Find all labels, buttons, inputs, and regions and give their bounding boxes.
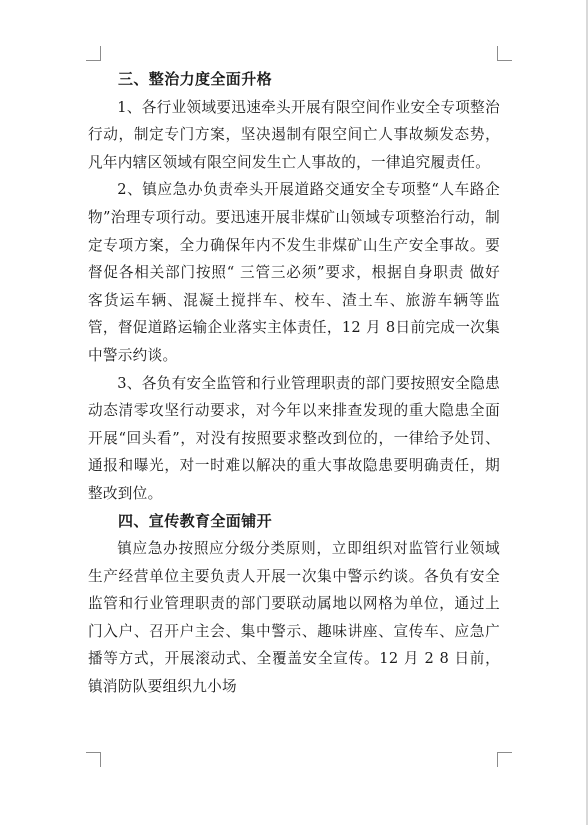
margin-marker-bottom-left (86, 752, 101, 767)
section-heading: 三、整治力度全面升格 (118, 70, 273, 88)
margin-marker-top-left (86, 46, 101, 61)
paragraph: 3、各负有安全监管和行业管理职责的部门要按照安全隐患动态清零攻坚行动要求，对今年以来排查发现的重大隐患全面开展“回头看”，对没有按照要求整改到位的，一律给予处罚、通报和曝光，对一时难以解决的重大事故隐患要明确责任，期整改到位。 (88, 374, 500, 502)
paragraph: 2、镇应急办负责牵头开展道路交通安全专项整“人车路企物”治理专项行动。要迅速开展非煤矿山领域专项整治行动，制定专项方案，全力确保年内不发生非煤矿山生产安全事故。要督促各相关部门按照“ 三管三必须”要求，根据自身职责 做好客货运车辆、混凝土搅拌车、校车、渣土车、旅游车辆等监管，督促道路运输企业落实主体责任，12 月 8日前完成一次集中警示约谈。 (88, 181, 500, 364)
margin-marker-bottom-right (497, 752, 512, 767)
section-heading: 四、宣传教育全面铺开 (118, 511, 273, 530)
paragraph: 1、各行业领域要迅速牵头开展有限空间作业安全专项整治行动，制定专门方案，坚决遏制有限空间亡人事故频发态势，凡年内辖区领域有限空间发生亡人事故的，一律追究履责任。 (88, 98, 500, 171)
margin-marker-top-right (497, 46, 512, 61)
paragraph: 镇应急办按照应分级分类原则，立即组织对监管行业领域生产经营单位主要负责人开展一次集中警示约谈。各负有安全监管和行业管理职责的部门要联动属地以网格为单位，通过上门入户、召开户主会、集中警示、趣味讲座、宣传车、应急广播等方式，开展滚动式、全覆盖安全宣传。12 月 2 8 日前，镇消防队要组织九小场 (88, 540, 500, 696)
document-body (88, 66, 500, 701)
